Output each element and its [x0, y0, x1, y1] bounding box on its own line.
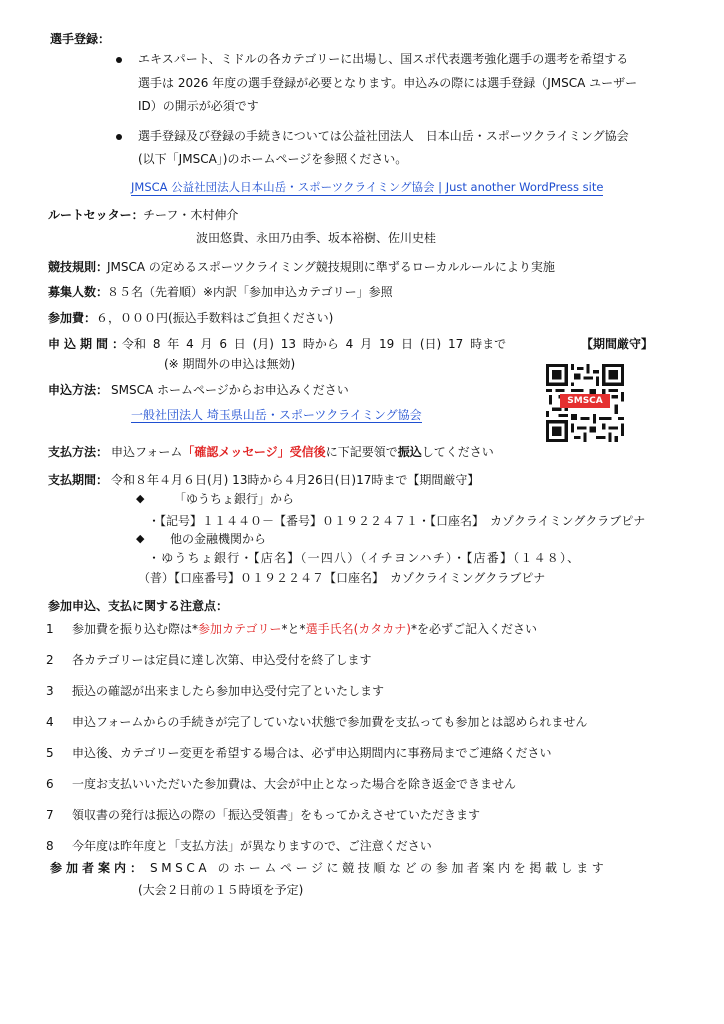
- note-number: 5: [46, 746, 54, 760]
- note-item: 今年度は昨年度と「支払方法」が異なりますので、ご注意ください: [72, 839, 432, 853]
- registration-bullet1-line3: ID）の開示が必須です: [138, 99, 259, 113]
- other-line2: （普）【口座番号】０１９２２４７【口座名】 カゾクライミングクラブピナ: [138, 571, 546, 585]
- payment-period-text: 令和８年４月６日(月) 13時から４月26日(日)17時まで【期間厳守】: [111, 473, 480, 487]
- yucho-heading: 「ゆうちょ銀行」から: [174, 492, 295, 506]
- rules-text: JMSCA の定めるスポーツクライミング競技規則に準ずるローカルルールにより実施: [107, 260, 555, 274]
- payment-period-label: 支払期間：: [48, 473, 109, 487]
- note-number: 1: [46, 622, 54, 636]
- registration-bullet2-line1: 選手登録及び登録の手続きについては公益社団法人 日本山岳・スポーツクライミング協会: [138, 129, 629, 143]
- note-item-red1: 参加カテゴリー: [198, 622, 282, 636]
- payment-method-label: 支払方法：: [48, 445, 109, 459]
- payment-method-bold-word: 振込: [397, 445, 422, 459]
- fee-label: 参加費：: [48, 311, 97, 325]
- note-item-mid: *と*: [281, 622, 306, 636]
- note-number: 2: [46, 653, 54, 667]
- period-text: 令和 8 年 4 月 6 日 (月) 13 時から 4 月 19 日 (日) 17 時まで: [122, 337, 507, 351]
- note-item-red2: 選手氏名(カタカナ): [305, 622, 411, 636]
- registration-heading: 選手登録：: [50, 32, 111, 46]
- payment-method-middle: に下記要領で: [325, 445, 398, 459]
- route-setter-chief: チーフ・木村伸介: [143, 208, 239, 222]
- rules-label: 競技規則：: [48, 260, 109, 274]
- smsca-link[interactable]: 一般社団法人 埼玉県山岳・スポーツクライミング協会: [131, 408, 422, 422]
- other-line1: ・ゆうちょ銀行・【店名】（一四八）（イチヨンハチ）・【店番】（１４８）、: [148, 551, 581, 565]
- registration-bullet2-line2: (以下「JMSCA」)のホームページを参照ください。: [138, 152, 408, 166]
- note-item: [72, 623, 537, 635]
- note-number: 8: [46, 839, 54, 853]
- registration-bullet1-line2: 選手は 2026 年度の選手登録が必要となります。申込みの際には選手登録（JMSCA ユーザー: [138, 76, 638, 90]
- note-item: 一度お支払いいただいた参加費は、大会が中止となった場合を除き返金できません: [72, 777, 517, 791]
- guide-text: SMSCA のホームページに競技順などの参加者案内を掲載します: [150, 861, 608, 875]
- guide-label: 参加者案内：: [50, 861, 147, 875]
- payment-method-text: [111, 446, 494, 458]
- note-number: 4: [46, 715, 54, 729]
- method-label: 申込方法：: [48, 383, 109, 397]
- qr-label: SMSCA: [560, 394, 610, 408]
- note-number: 6: [46, 777, 54, 791]
- jmsca-link[interactable]: JMSCA 公益社団法人日本山岳・スポーツクライミング協会 | Just another WordPress site: [131, 180, 604, 194]
- fee-text: ６，０００円(振込手数料はご負担ください): [96, 311, 334, 325]
- note-item: 申込フォームからの手続きが完了していない状態で参加費を支払っても参加とは認められません: [72, 715, 588, 729]
- period-label: 申込期間：: [48, 337, 129, 351]
- note-number: 3: [46, 684, 54, 698]
- note-item: 領収書の発行は振込の際の「振込受領書」をもってかえさせていただきます: [72, 808, 481, 822]
- bullet-icon: [116, 57, 122, 63]
- capacity-label: 募集人数：: [48, 285, 109, 299]
- route-setter-members: 波田悠貴、永田乃由季、坂本裕樹、佐川史桂: [196, 231, 437, 245]
- period-strict: 【期間厳守】: [581, 337, 654, 351]
- diamond-icon: ◆: [136, 532, 145, 545]
- route-setter-label: ルートセッター：: [48, 208, 144, 222]
- note-number: 7: [46, 808, 54, 822]
- diamond-icon: ◆: [136, 492, 145, 505]
- bullet-icon: [116, 134, 122, 140]
- note-item: 各カテゴリーは定員に達し次第、申込受付を終了します: [72, 653, 372, 667]
- period-note: (※ 期間外の申込は無効): [164, 357, 296, 371]
- yucho-detail: ・【記号】１１４４０－【番号】０１９２２４７１・【口座名】 カゾクライミングクラブピナ: [148, 514, 646, 528]
- other-heading: 他の金融機関から: [170, 532, 267, 546]
- method-text: SMSCA ホームページからお申込みください: [111, 383, 349, 397]
- note-item-after: *を必ずご記入ください: [410, 622, 537, 636]
- payment-method-before: 申込フォーム: [111, 445, 183, 459]
- note-item: 振込の確認が出来ましたら参加申込受付完了といたします: [72, 684, 385, 698]
- registration-bullet1-line1: エキスパート、ミドルの各カテゴリーに出場し、国スポ代表選考強化選手の選考を希望する: [138, 52, 629, 66]
- capacity-text: ８５名（先着順）※内訳「参加申込カテゴリー」参照: [107, 285, 393, 299]
- guide-note: (大会２日前の１５時頃を予定): [138, 883, 304, 897]
- payment-method-highlight: 「確認メッセージ」受信後: [182, 445, 326, 459]
- payment-method-after: してください: [421, 445, 494, 459]
- note-item: 申込後、カテゴリー変更を希望する場合は、必ず申込期間内に事務局までご連絡ください: [72, 746, 552, 760]
- note-item-before: 参加費を振り込む際は*: [72, 622, 199, 636]
- notes-heading: 参加申込、支払に関する注意点：: [48, 599, 229, 613]
